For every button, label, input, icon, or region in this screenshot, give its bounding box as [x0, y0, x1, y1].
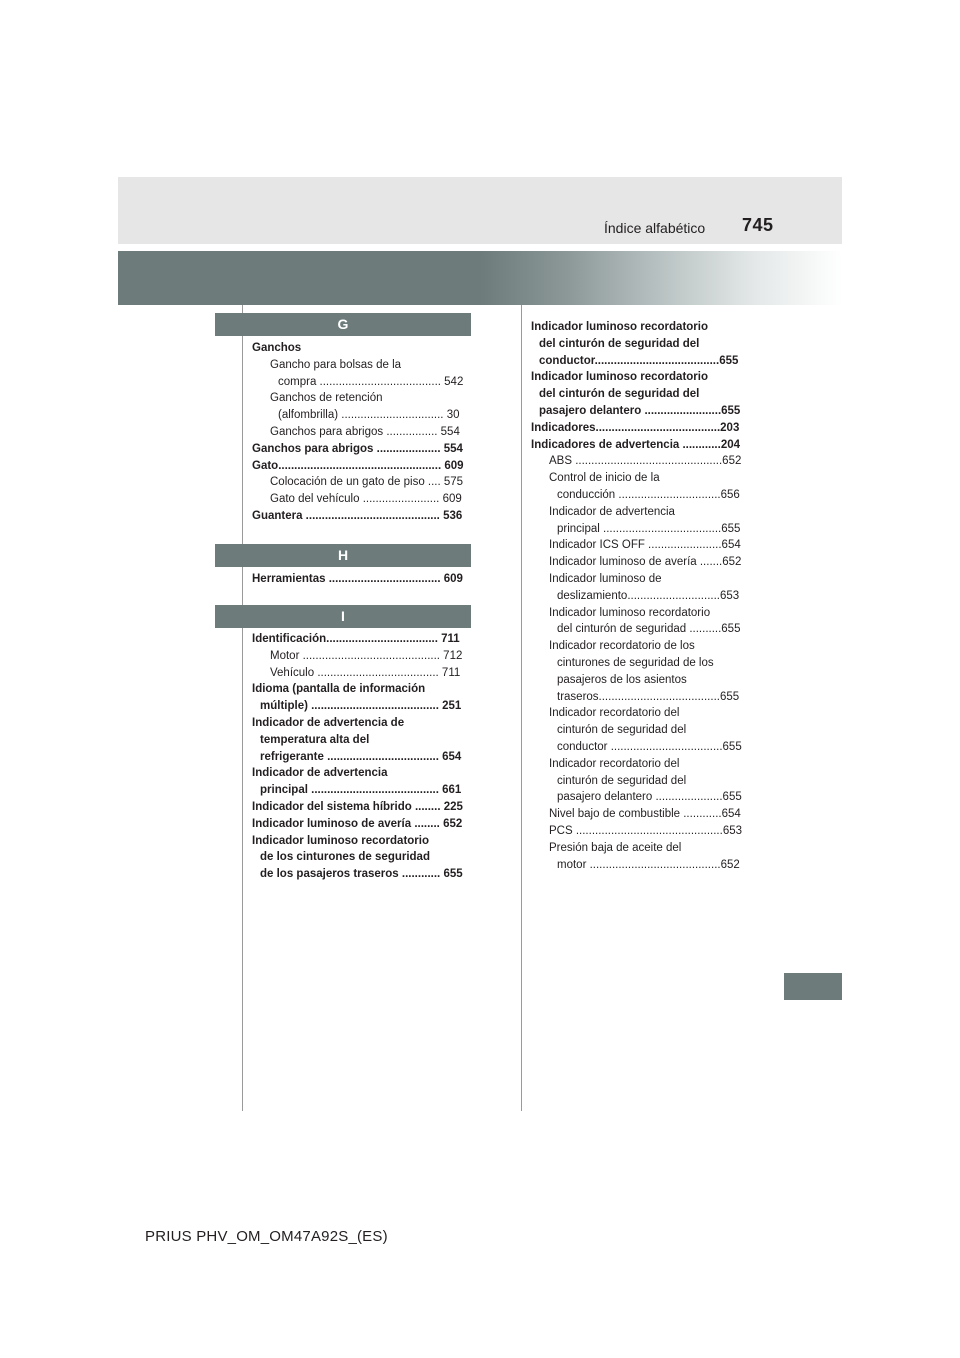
index-list-right [531, 319, 750, 873]
index-entry [252, 458, 471, 475]
index-list-i [252, 631, 471, 883]
index-entry [252, 833, 471, 883]
index-entry-line: Indicador luminoso recordatorio [531, 321, 708, 333]
index-entry [531, 840, 750, 874]
index-entry [252, 340, 471, 357]
index-entry [252, 508, 471, 525]
index-entry [531, 453, 750, 470]
page-number: 745 [742, 215, 774, 235]
index-entry-line: Indicador recordatorio de los [549, 640, 695, 653]
index-entry-line: pasajero delantero .....................655 [557, 791, 742, 804]
section-title: Índice alfabético [604, 220, 706, 236]
index-entry [252, 424, 471, 441]
index-entry [252, 631, 471, 648]
index-entry-line: Indicador luminoso de avería .......652 [549, 556, 742, 569]
index-entry-line: del cinturón de seguridad ..........655 [557, 623, 741, 636]
index-entry-line: pasajero delantero ........................655 [539, 404, 741, 417]
index-entry-line: cinturones de seguridad de los [557, 656, 714, 669]
index-entry [531, 319, 750, 369]
index-entry-line: Indicador recordatorio del [549, 757, 680, 770]
index-entry-line: Gato del vehículo ........................ 609 [270, 493, 462, 506]
index-entry-line: Motor ........................................... 712 [270, 649, 463, 662]
index-entry-line: PCS ..............................................653 [549, 824, 743, 837]
index-entry-line: Colocación de un gato de piso .... 575 [270, 476, 464, 489]
index-entry [252, 665, 471, 682]
index-entry-line: compra ...................................... 542 [278, 375, 464, 388]
index-entry [531, 369, 750, 419]
index-entry [252, 648, 471, 665]
index-entry [252, 571, 471, 588]
index-entry-line: Indicador recordatorio del [549, 707, 680, 720]
index-entry-line: Ganchos para abrigos ................ 554 [270, 425, 460, 438]
index-entry-line: Idioma (pantalla de información [252, 683, 426, 696]
index-entry-line: pasajeros de los asientos [557, 673, 687, 686]
index-entry-line: Indicador luminoso recordatorio [549, 606, 711, 619]
index-entry-line: principal ........................................ 661 [260, 784, 462, 797]
index-entry-line: conductor ...................................655 [557, 740, 742, 753]
index-entry-line: Indicador de advertencia [252, 767, 388, 780]
index-entry-line: Indicador luminoso de avería ........ 652 [252, 817, 463, 830]
index-entry-line: del cinturón de seguridad del [539, 388, 700, 401]
index-entry-line: Gancho para bolsas de la [270, 358, 402, 371]
index-entry [531, 756, 750, 806]
index-entry-line: de los pasajeros traseros ............ 655 [260, 868, 463, 881]
index-entry-line: Identificación................................... 711 [252, 633, 460, 645]
index-entry-line: Indicadores de advertencia ............204 [531, 438, 741, 451]
index-entry-line: Indicador del sistema híbrido ........ 225 [252, 800, 463, 813]
index-entry [531, 420, 750, 437]
section-header-i: I [215, 605, 471, 628]
index-entry-line: (alfombrilla) ................................ 30 [278, 409, 460, 422]
index-entry-line: Indicador de advertencia de [252, 716, 405, 729]
index-entry-line: Guantera .......................................... 536 [252, 509, 463, 522]
document-id: PRIUS PHV_OM_OM47A92S_(ES) [145, 1228, 388, 1245]
index-entry-line: Indicador ICS OFF .......................654 [549, 539, 741, 552]
index-entry [252, 474, 471, 491]
index-entry-line: Presión baja de aceite del [549, 841, 682, 854]
index-entry [531, 537, 750, 554]
index-list-h [252, 571, 471, 588]
index-entry-line: Control de inicio de la [549, 472, 660, 485]
index-entry [252, 491, 471, 508]
index-entry [252, 441, 471, 458]
index-entry-line: refrigerante ................................... 654 [260, 750, 462, 763]
index-entry [252, 390, 471, 424]
index-entry-line: cinturón de seguridad del [557, 724, 687, 737]
index-entry-line: conductor.......................................655 [539, 354, 739, 367]
index-entry-line: conducción ................................656 [557, 488, 740, 501]
section-header-g: G [215, 313, 471, 336]
index-entry [531, 638, 750, 705]
index-entry-line: Indicador luminoso recordatorio [531, 371, 708, 384]
index-entry-line: ABS ..............................................652 [549, 455, 742, 468]
index-entry [531, 806, 750, 823]
index-entry [531, 705, 750, 755]
index-entry [531, 823, 750, 840]
index-entry-line: Vehículo ...................................... 711 [270, 666, 461, 679]
index-entry-line: Indicador luminoso recordatorio [252, 834, 429, 847]
index-entry-line: temperatura alta del [260, 733, 370, 746]
header-bar [118, 177, 842, 244]
index-entry-line: Indicadores.......................................203 [531, 421, 740, 434]
index-entry-line: Nivel bajo de combustible ............654 [549, 808, 741, 821]
index-entry [252, 816, 471, 833]
index-entry [531, 605, 750, 639]
index-entry-line: Indicador de advertencia [549, 505, 675, 518]
index-entry-line: Indicador luminoso de [549, 572, 662, 585]
index-entry-line: traseros......................................655 [557, 690, 740, 703]
index-entry [531, 470, 750, 504]
index-entry [531, 504, 750, 538]
index-entry [531, 571, 750, 605]
index-entry-line: múltiple) ........................................ 251 [260, 700, 462, 713]
index-entry-line: Herramientas ................................... 609 [252, 573, 463, 585]
index-entry [252, 357, 471, 391]
chapter-thumb-tab [784, 973, 842, 1000]
index-entry [252, 715, 471, 765]
header-banner [118, 251, 842, 305]
index-entry-line: Ganchos para abrigos .................... 554 [252, 442, 463, 455]
left-divider [242, 305, 243, 1111]
section-header-h: H [215, 544, 471, 567]
index-entry [252, 681, 471, 715]
index-entry [252, 765, 471, 799]
index-list-g [252, 340, 471, 525]
index-entry [531, 437, 750, 454]
index-entry-line: Gato................................................... 609 [252, 459, 464, 472]
index-entry-line: cinturón de seguridad del [557, 774, 687, 787]
index-entry-line: Ganchos [252, 342, 302, 354]
index-entry-line: principal .....................................655 [557, 522, 741, 535]
index-entry [252, 799, 471, 816]
index-entry-line: deslizamiento.............................653 [557, 589, 740, 602]
center-divider [521, 305, 522, 1111]
index-entry [531, 554, 750, 571]
index-entry-line: Ganchos de retención [270, 392, 383, 405]
index-entry-line: del cinturón de seguridad del [539, 337, 700, 350]
index-entry-line: de los cinturones de seguridad [260, 851, 430, 864]
index-entry-line: motor .........................................652 [557, 858, 740, 871]
